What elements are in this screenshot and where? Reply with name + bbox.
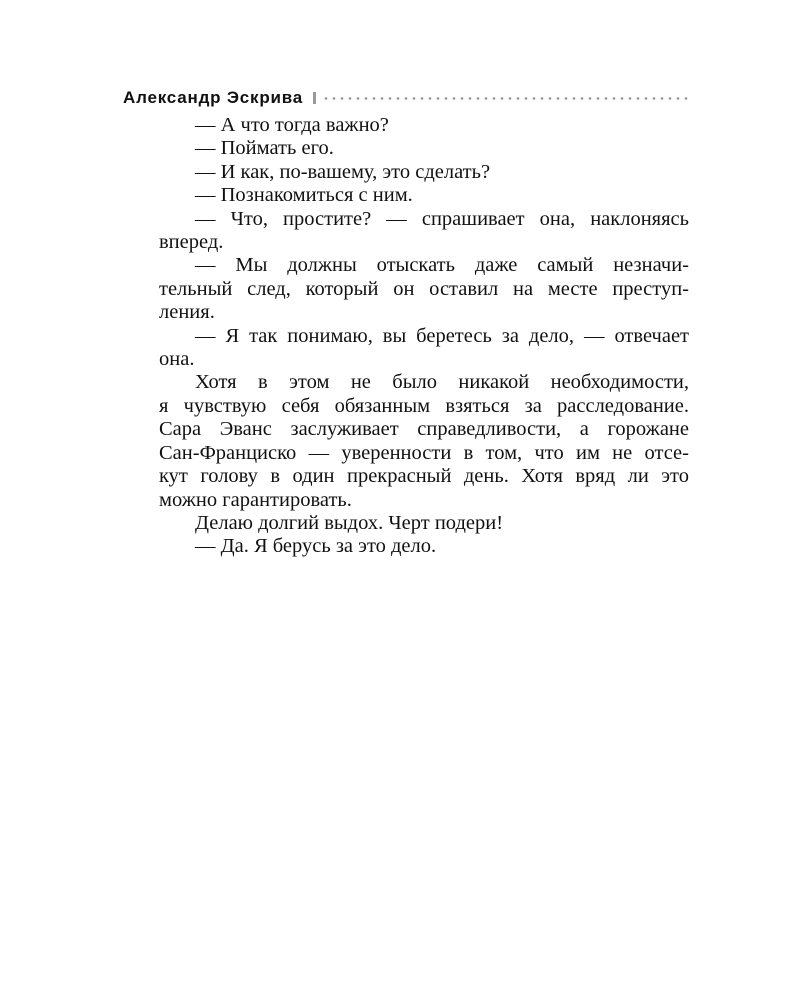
paragraph [123, 114, 689, 137]
text-line: можно гарантировать. [159, 488, 352, 511]
text-line: — А что тогда важно? [195, 114, 389, 136]
paragraph [123, 512, 689, 535]
text-line: — Я так понимаю, вы беретесь за дело, — отвечает [195, 324, 689, 347]
text-line: Сара Эванс заслуживает справедливости, а горожане [159, 418, 689, 441]
header-bar-ornament [313, 92, 316, 104]
text-line: она. [159, 348, 195, 371]
text-line: вперед. [159, 231, 224, 254]
text-line: Делаю долгий выдох. Черт подери! [195, 511, 504, 534]
paragraph [123, 371, 689, 511]
paragraph [123, 325, 689, 372]
text-line: я чувствую себя обязанным взяться за расследование. [159, 394, 689, 417]
text-line: — Поймать его. [195, 137, 334, 160]
text-line: Хотя в этом не было никакой необходимости, [195, 371, 689, 394]
running-head [123, 84, 689, 112]
text-line: — Мы должны отыскать даже самый незначи- [195, 254, 689, 277]
paragraph [123, 208, 689, 255]
paragraph [123, 254, 689, 324]
paragraph [123, 184, 689, 207]
text-line: Сан-Франциско — уверенности в том, что им не отсе- [159, 441, 689, 464]
text-line: кут голову в один прекрасный день. Хотя вряд ли это [159, 465, 689, 488]
paragraph [123, 535, 689, 558]
text-line: — Что, простите? — спрашивает она, наклоняясь [195, 207, 689, 230]
author-name: Александр Эскрива [123, 88, 304, 107]
paragraph [123, 137, 689, 160]
text-line: тельный след, который он оставил на месте преступ- [159, 277, 689, 300]
text-line: ления. [159, 301, 215, 324]
header-dotted-rule [322, 97, 689, 100]
paragraph [123, 161, 689, 184]
text-line: — Да. Я берусь за это дело. [195, 535, 437, 558]
book-page [123, 84, 689, 559]
text-line: — Познакомиться с ним. [195, 184, 413, 207]
text-line: — И как, по-вашему, это сделать? [195, 160, 491, 183]
body-text [123, 114, 689, 559]
